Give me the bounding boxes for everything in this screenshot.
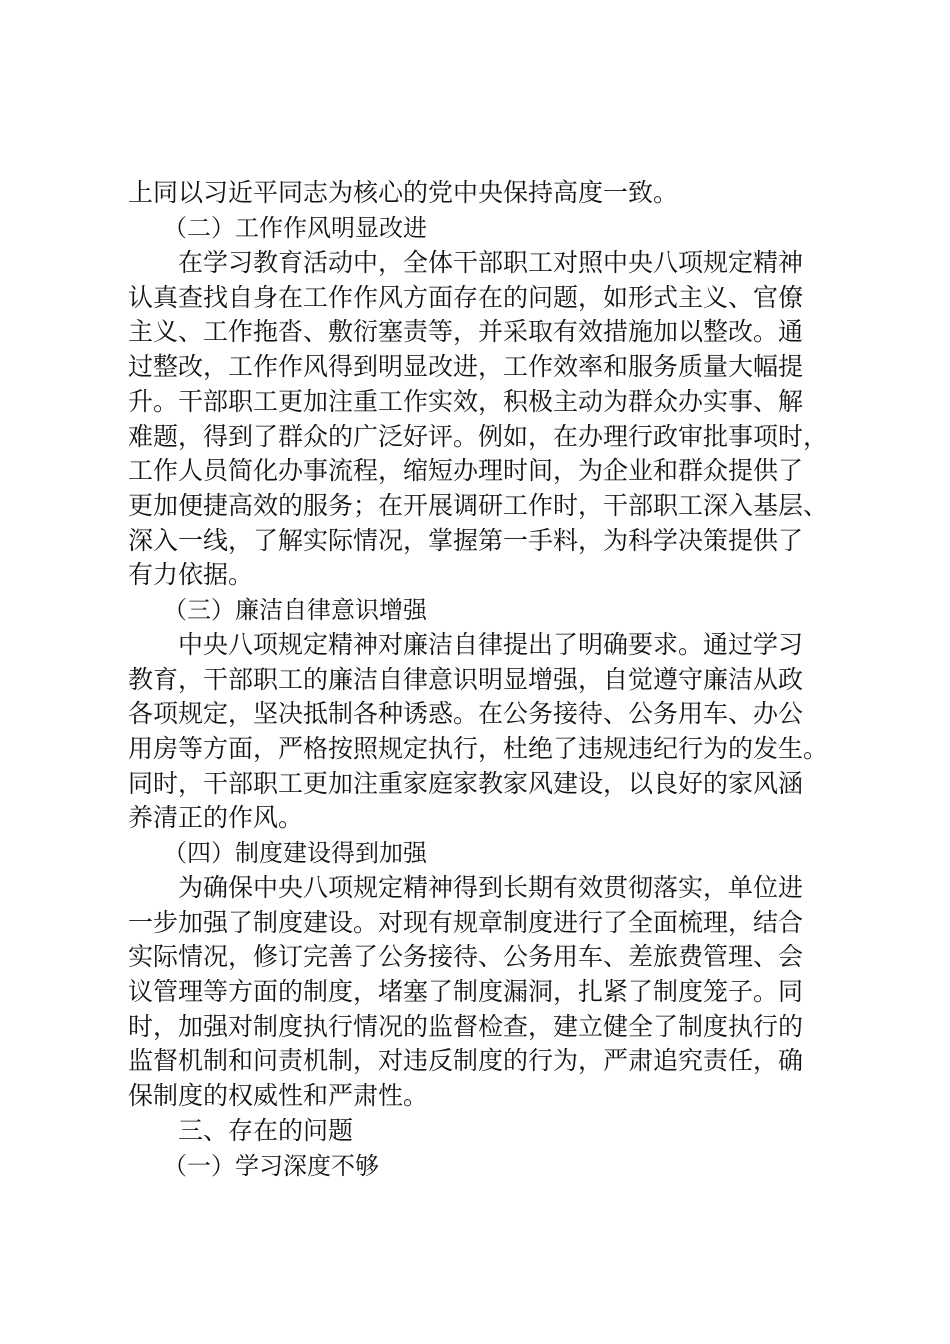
body-text-line: 工作人员简化办事流程，缩短办理时间，为企业和群众提供了	[128, 456, 804, 485]
body-text-line: 上同以习近平同志为核心的党中央保持高度一致。	[128, 178, 679, 207]
body-text-line: 议管理等方面的制度，堵塞了制度漏洞，扎紧了制度笼子。同	[128, 977, 804, 1006]
body-text-line: 在学习教育活动中，全体干部职工对照中央八项规定精神	[178, 248, 804, 277]
body-text-line: 主义、工作拖沓、敷衍塞责等，并采取有效措施加以整改。通	[128, 317, 804, 346]
chapter-heading: 三、存在的问题	[178, 1116, 354, 1145]
body-text-line: 深入一线，了解实际情况，掌握第一手料，为科学决策提供了	[128, 526, 804, 555]
body-text-line: 一步加强了制度建设。对现有规章制度进行了全面梳理，结合	[128, 908, 804, 937]
body-text-line: 有力依据。	[128, 560, 254, 589]
body-text-line: 为确保中央八项规定精神得到长期有效贯彻落实，单位进	[178, 873, 804, 902]
section-heading: （一）学习深度不够	[163, 1152, 379, 1180]
body-text-line: 各项规定，坚决抵制各种诱惑。在公务接待、公务用车、办公	[128, 699, 804, 728]
section-heading: （三）廉洁自律意识增强	[163, 596, 427, 624]
section-heading: （四）制度建设得到加强	[163, 839, 427, 867]
body-text-line: 监督机制和问责机制，对违反制度的行为，严肃追究责任，确	[128, 1046, 804, 1075]
body-text-line: 保制度的权威性和严肃性。	[128, 1081, 429, 1110]
body-text-line: 更加便捷高效的服务；在开展调研工作时，干部职工深入基层、	[128, 491, 829, 520]
body-text-line: 难题，得到了群众的广泛好评。例如，在办理行政审批事项时，	[128, 422, 829, 451]
body-text-line: 时，加强对制度执行情况的监督检查，建立健全了制度执行的	[128, 1012, 804, 1041]
section-heading: （二）工作作风明显改进	[163, 214, 427, 242]
body-text-line: 教育，干部职工的廉洁自律意识明显增强，自觉遵守廉洁从政	[128, 665, 804, 694]
body-text-line: 养清正的作风。	[128, 803, 304, 832]
body-text-line: 中央八项规定精神对廉洁自律提出了明确要求。通过学习	[178, 630, 804, 659]
body-text-line: 认真查找自身在工作作风方面存在的问题，如形式主义、官僚	[128, 283, 804, 312]
body-text-line: 实际情况，修订完善了公务接待、公务用车、差旅费管理、会	[128, 942, 804, 971]
body-text-line: 用房等方面，严格按照规定执行，杜绝了违规违纪行为的发生。	[128, 734, 829, 763]
body-text-line: 同时，干部职工更加注重家庭家教家风建设，以良好的家风涵	[128, 769, 804, 798]
body-text-line: 过整改，工作作风得到明显改进，工作效率和服务质量大幅提	[128, 352, 804, 381]
body-text-line: 升。干部职工更加注重工作实效，积极主动为群众办实事、解	[128, 387, 804, 416]
